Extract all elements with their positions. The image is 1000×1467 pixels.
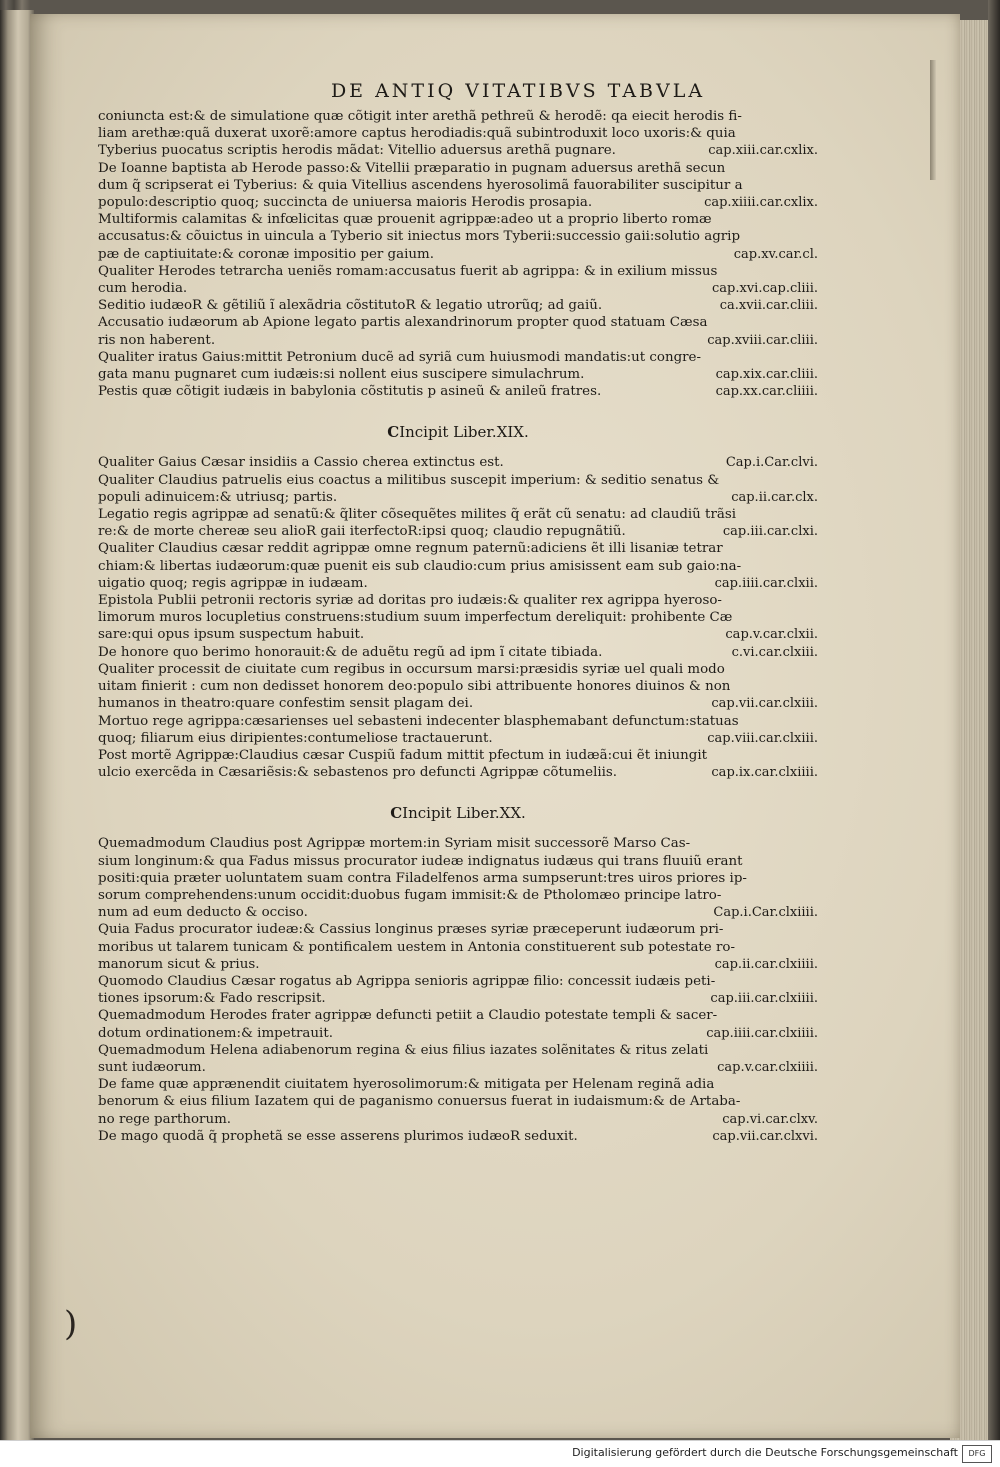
- chapter-reference: cap.xix.car.cliii.: [715, 367, 818, 383]
- toc-entry-line: [98, 194, 818, 211]
- entry-text: num ad eum deducto & occiso.: [98, 905, 308, 921]
- entry-text: ris non haberent.: [98, 332, 216, 348]
- binding-shadow: [988, 0, 1000, 1440]
- entry-text: limorum muros locupletius construens:studium suum imperfectum dereliquit: prohibente Cæ: [98, 610, 733, 626]
- toc-entry-line: [98, 713, 818, 730]
- toc-entry-line: [98, 366, 818, 383]
- entry-text: Qualiter iratus Gaius:mittit Petronium ducẽ ad syriã cum huiusmodi mandatis:ut congre-: [98, 349, 702, 365]
- chapter-reference: cap.xx.car.cliiii.: [715, 384, 818, 400]
- table-of-contents-section-book-19: [98, 454, 818, 781]
- page-tab: [930, 60, 936, 180]
- entry-text: pæ de captiuitate:& coronæ impositio per gaium.: [98, 246, 434, 262]
- entry-text: Qualiter Gaius Cæsar insidiis a Cassio cherea extinctus est.: [98, 455, 504, 471]
- entry-text: Accusatio iudæorum ab Apione legato partis alexandrinorum propter quod statuam Cæsa: [98, 315, 708, 331]
- entry-text: coniuncta est:& de simulatione quæ cõtigit inter arethã pethreũ & herodẽ: qa eiecit herodis fi-: [98, 109, 742, 124]
- chapter-reference: cap.ix.car.clxiiii.: [711, 765, 818, 781]
- entry-text: Multiformis calamitas & infœlicitas quæ prouenit agrippæ:adeo ut a proprio liberto romæ: [98, 212, 712, 228]
- entry-text: Quomodo Claudius Cæsar rogatus ab Agrippa senioris agrippæ filio: concessit iudæis peti-: [98, 973, 716, 989]
- chapter-reference: cap.xvi.cap.cliii.: [712, 281, 818, 297]
- entry-text: dum q̃ scripserat ei Tyberius: & quia Vitellius ascendens hyerosolimã fauorabiliter suscipitur a: [98, 177, 743, 193]
- toc-entry-line: [98, 263, 818, 280]
- toc-entry-line: [98, 1007, 818, 1024]
- entry-text: manorum sicut & prius.: [98, 956, 260, 972]
- chapter-reference: cap.viii.car.clxiii.: [707, 730, 818, 746]
- toc-entry-line: [98, 506, 818, 523]
- book-heading-20: [98, 803, 818, 823]
- chapter-reference: cap.v.car.clxii.: [725, 627, 818, 643]
- chapter-reference: cap.xiii.car.cxlix.: [708, 143, 818, 159]
- toc-entry-line: [98, 678, 818, 695]
- dfg-logo-icon: DFG: [962, 1445, 992, 1463]
- toc-entry-line: [98, 644, 818, 661]
- footer-credit: Digitalisierung gefördert durch die Deutsche Forschungsgemeinschaft: [572, 1446, 958, 1459]
- toc-entry-line: [98, 626, 818, 643]
- book-heading-text: Incipit Liber.XX.: [402, 804, 526, 823]
- entry-text: Mortuo rege agrippa:cæsarienses uel sebasteni indecenter blasphemabant defunctum:statuas: [98, 713, 739, 729]
- entry-text: accusatus:& cõuictus in uincula a Tyberio sit iniectus mors Tyberii:successio gaii:solutio agrip: [98, 229, 741, 245]
- toc-entry-line: [98, 730, 818, 747]
- entry-text: Legatio regis agrippæ ad senatũ:& q̃liter cõsequẽtes milites q̃ erãt cũ senatu: ad claudiũ trãsi: [98, 507, 736, 523]
- entry-text: Epistola Publii petronii rectoris syriæ ad doritas pro iudæis:& qualiter rex agrippa hyeroso-: [98, 593, 722, 609]
- entry-text: sunt iudæorum.: [98, 1059, 206, 1075]
- toc-entry-line: [98, 1111, 818, 1128]
- entry-text: cum herodia.: [98, 281, 188, 297]
- chapter-reference: cap.vii.car.clxvi.: [712, 1128, 818, 1144]
- toc-entry-line: [98, 160, 818, 177]
- toc-entry-line: [98, 108, 818, 125]
- toc-entry-line: [98, 990, 818, 1007]
- toc-entry-line: [98, 1059, 818, 1076]
- page-text-block: [98, 74, 818, 1145]
- entry-text: liam arethæ:quã duxerat uxorẽ:amore captus herodiadis:quã subintroduxit loco uxoris:& quia: [98, 126, 736, 142]
- toc-entry-line: [98, 280, 818, 297]
- toc-entry-line: [98, 383, 818, 400]
- chapter-reference: cap.vii.car.clxiii.: [711, 696, 818, 712]
- toc-entry-line: [98, 314, 818, 331]
- entry-text: Post mortẽ Agrippæ:Claudius cæsar Cuspiũ fadum mittit pfectum in iudæã:cui ẽt iniungit: [98, 747, 708, 763]
- entry-text: ulcio exercẽda in Cæsariẽsis:& sebastenos pro defuncti Agrippæ cõtumeliis.: [98, 765, 618, 781]
- toc-entry-line: [98, 609, 818, 626]
- toc-entry-line: [98, 939, 818, 956]
- entry-text: Quemadmodum Helena adiabenorum regina & eius filius iazates solẽnitates & ritus zelati: [98, 1042, 709, 1058]
- toc-entry-line: [98, 887, 818, 904]
- toc-entry-line: [98, 540, 818, 557]
- entry-text: sorum comprehendens:unum occidit:duobus fugam immisit:& de Ptholomæo principe latro-: [98, 887, 722, 903]
- left-page-edge: [0, 10, 34, 1440]
- pilcrow-icon: C: [390, 804, 403, 823]
- toc-entry-line: [98, 661, 818, 678]
- toc-entry-line: [98, 558, 818, 575]
- entry-text: moribus ut talarem tunicam & pontificalem uestem in Antonia constituerent sub potestate ro-: [98, 939, 735, 955]
- pilcrow-icon: C: [387, 423, 400, 442]
- entry-text: Qualiter Claudius cæsar reddit agrippæ omne regnum paternũ:adiciens ẽt illi lisaniæ tetrar: [98, 541, 723, 557]
- chapter-reference: Cap.i.Car.clxiiii.: [713, 905, 818, 921]
- chapter-reference: cap.iii.car.clxiiii.: [710, 991, 818, 1007]
- entry-text: populo:descriptio quoq; succincta de uniuersa maioris Herodis prosapia.: [98, 195, 593, 211]
- entry-text: positi:quia præter uoluntatem suam contra Filadelfenos arma sumpserunt:tres uiros priores ip-: [98, 870, 747, 886]
- chapter-reference: cap.vi.car.clxv.: [722, 1111, 818, 1127]
- toc-entry-line: [98, 1042, 818, 1059]
- book-page: [30, 14, 960, 1438]
- running-head: DE ANTIQ VITATIBVS TABVLA: [330, 80, 706, 102]
- chapter-reference: c.vi.car.clxiii.: [731, 644, 818, 660]
- entry-text: Pestis quæ cõtigit iudæis in babylonia cõstitutis p asineũ & anileũ fratres.: [98, 384, 602, 400]
- toc-entry-line: [98, 921, 818, 938]
- toc-entry-line: [98, 125, 818, 142]
- entry-text: Quia Fadus procurator iudeæ:& Cassius longinus præses syriæ præceperunt iudæorum pri-: [98, 922, 724, 938]
- chapter-reference: cap.iiii.car.clxiiii.: [706, 1025, 818, 1041]
- chapter-reference: Cap.i.Car.clvi.: [725, 455, 818, 471]
- toc-entry-line: [98, 332, 818, 349]
- toc-entry-line: [98, 349, 818, 366]
- toc-entry-line: [98, 747, 818, 764]
- toc-entry-line: [98, 695, 818, 712]
- chapter-reference: cap.xiiii.car.cxlix.: [704, 195, 818, 211]
- chapter-reference: cap.ii.car.clx.: [731, 489, 818, 505]
- entry-text: Qualiter processit de ciuitate cum regibus in occursum marsi:præsidis syriæ uel quali modo: [98, 661, 725, 677]
- table-of-contents-section-book-20: [98, 835, 818, 1145]
- entry-text: Tyberius puocatus scriptis herodis mãdat: Vitellio aduersus arethã pugnare.: [98, 143, 616, 159]
- table-of-contents-section-book-18: [98, 108, 818, 400]
- entry-text: Quemadmodum Herodes frater agrippæ defuncti petiit a Claudio potestate templi & sacer-: [98, 1008, 718, 1024]
- toc-entry-line: [98, 956, 818, 973]
- entry-text: De fame quæ apprænendit ciuitatem hyerosolimorum:& mitigata per Helenam reginã adia: [98, 1077, 715, 1093]
- entry-text: dotum ordinationem:& impetrauit.: [98, 1025, 333, 1041]
- toc-entry-line: [98, 835, 818, 852]
- toc-entry-line: [98, 592, 818, 609]
- toc-entry-line: [98, 575, 818, 592]
- toc-entry-line: [98, 523, 818, 540]
- toc-entry-line: [98, 1093, 818, 1110]
- toc-entry-line: [98, 1025, 818, 1042]
- entry-text: De mago quodã q̃ prophetã se esse asserens plurimos iudæoR seduxit.: [98, 1128, 578, 1144]
- entry-text: gata manu pugnaret cum iudæis:si nollent eius suscipere simulachrum.: [98, 367, 585, 383]
- entry-text: sare:qui opus ipsum suspectum habuit.: [98, 627, 365, 643]
- entry-text: no rege parthorum.: [98, 1111, 232, 1127]
- entry-text: Quemadmodum Claudius post Agrippæ mortem:in Syriam misit successorẽ Marso Cas-: [98, 836, 691, 852]
- chapter-reference: cap.ii.car.clxiiii.: [714, 956, 818, 972]
- toc-entry-line: [98, 973, 818, 990]
- toc-entry-line: [98, 1128, 818, 1145]
- toc-entry-line: [98, 142, 818, 159]
- entry-text: uigatio quoq; regis agrippæ in iudæam.: [98, 575, 368, 591]
- toc-entry-line: [98, 297, 818, 314]
- toc-entry-line: [98, 764, 818, 781]
- footer-bar: [0, 1440, 1000, 1467]
- entry-text: populi adinuicem:& utriusq; partis.: [98, 489, 338, 505]
- entry-text: humanos in theatro:quare confestim sensit plagam dei.: [98, 696, 474, 712]
- entry-text: tiones ipsorum:& Fado rescripsit.: [98, 991, 326, 1007]
- entry-text: Seditio iudæoR & gẽtiliũ ĩ alexãdria cõstitutoR & legatio utrorũq; ad gaiũ.: [98, 298, 603, 314]
- entry-text: De Ioanne baptista ab Herode passo:& Vitellii præparatio in pugnam aduersus arethã secun: [98, 160, 726, 176]
- chapter-reference: cap.v.car.clxiiii.: [717, 1059, 818, 1075]
- entry-text: chiam:& libertas iudæorum:quæ puenit eis sub claudio:cum prius amisissent eam sub gaio:na-: [98, 558, 742, 574]
- toc-entry-line: [98, 904, 818, 921]
- book-heading-text: Incipit Liber.XIX.: [399, 423, 529, 442]
- entry-text: Qualiter Claudius patruelis eius coactus a militibus suscepit imperium: & seditio senatus &: [98, 472, 720, 488]
- toc-entry-line: [98, 870, 818, 887]
- toc-entry-line: [98, 246, 818, 263]
- toc-entry-line: [98, 1076, 818, 1093]
- toc-entry-line: [98, 454, 818, 471]
- toc-entry-line: [98, 177, 818, 194]
- chapter-reference: cap.iii.car.clxi.: [722, 524, 818, 540]
- book-heading-19: [98, 422, 818, 442]
- entry-text: sium longinum:& qua Fadus missus procurator iudeæ indignatus iudæus qui trans fluuiũ erant: [98, 853, 743, 869]
- entry-text: De honore quo berimo honorauit:& de aduẽtu regũ ad ipm ĩ citate tibiada.: [98, 644, 603, 660]
- chapter-reference: cap.xviii.car.cliii.: [707, 332, 818, 348]
- entry-text: re:& de morte chereæ seu alioR gaii iterfectoR:ipsi quoq; claudio repugnãtiũ.: [98, 524, 626, 540]
- entry-text: benorum & eius filium Iazatem qui de paganismo conuersus fuerat in iudaismum:& de Artaba-: [98, 1094, 741, 1110]
- chapter-reference: cap.iiii.car.clxii.: [714, 575, 818, 591]
- toc-entry-line: [98, 472, 818, 489]
- chapter-reference: ca.xvii.car.cliii.: [719, 298, 818, 314]
- toc-entry-line: [98, 228, 818, 245]
- toc-entry-line: [98, 489, 818, 506]
- chapter-reference: cap.xv.car.cl.: [733, 246, 818, 262]
- toc-entry-line: [98, 853, 818, 870]
- toc-entry-line: [98, 211, 818, 228]
- margin-ink-mark: ): [64, 1304, 78, 1344]
- entry-text: Qualiter Herodes tetrarcha ueniẽs romam:accusatus fuerit ab agrippa: & in exilium missus: [98, 263, 718, 279]
- entry-text: uitam finierit : cum non dedisset honorem deo:populo sibi attribuente honores diuinos & non: [98, 679, 731, 695]
- entry-text: quoq; filiarum eius diripientes:contumeliose tractauerunt.: [98, 730, 493, 746]
